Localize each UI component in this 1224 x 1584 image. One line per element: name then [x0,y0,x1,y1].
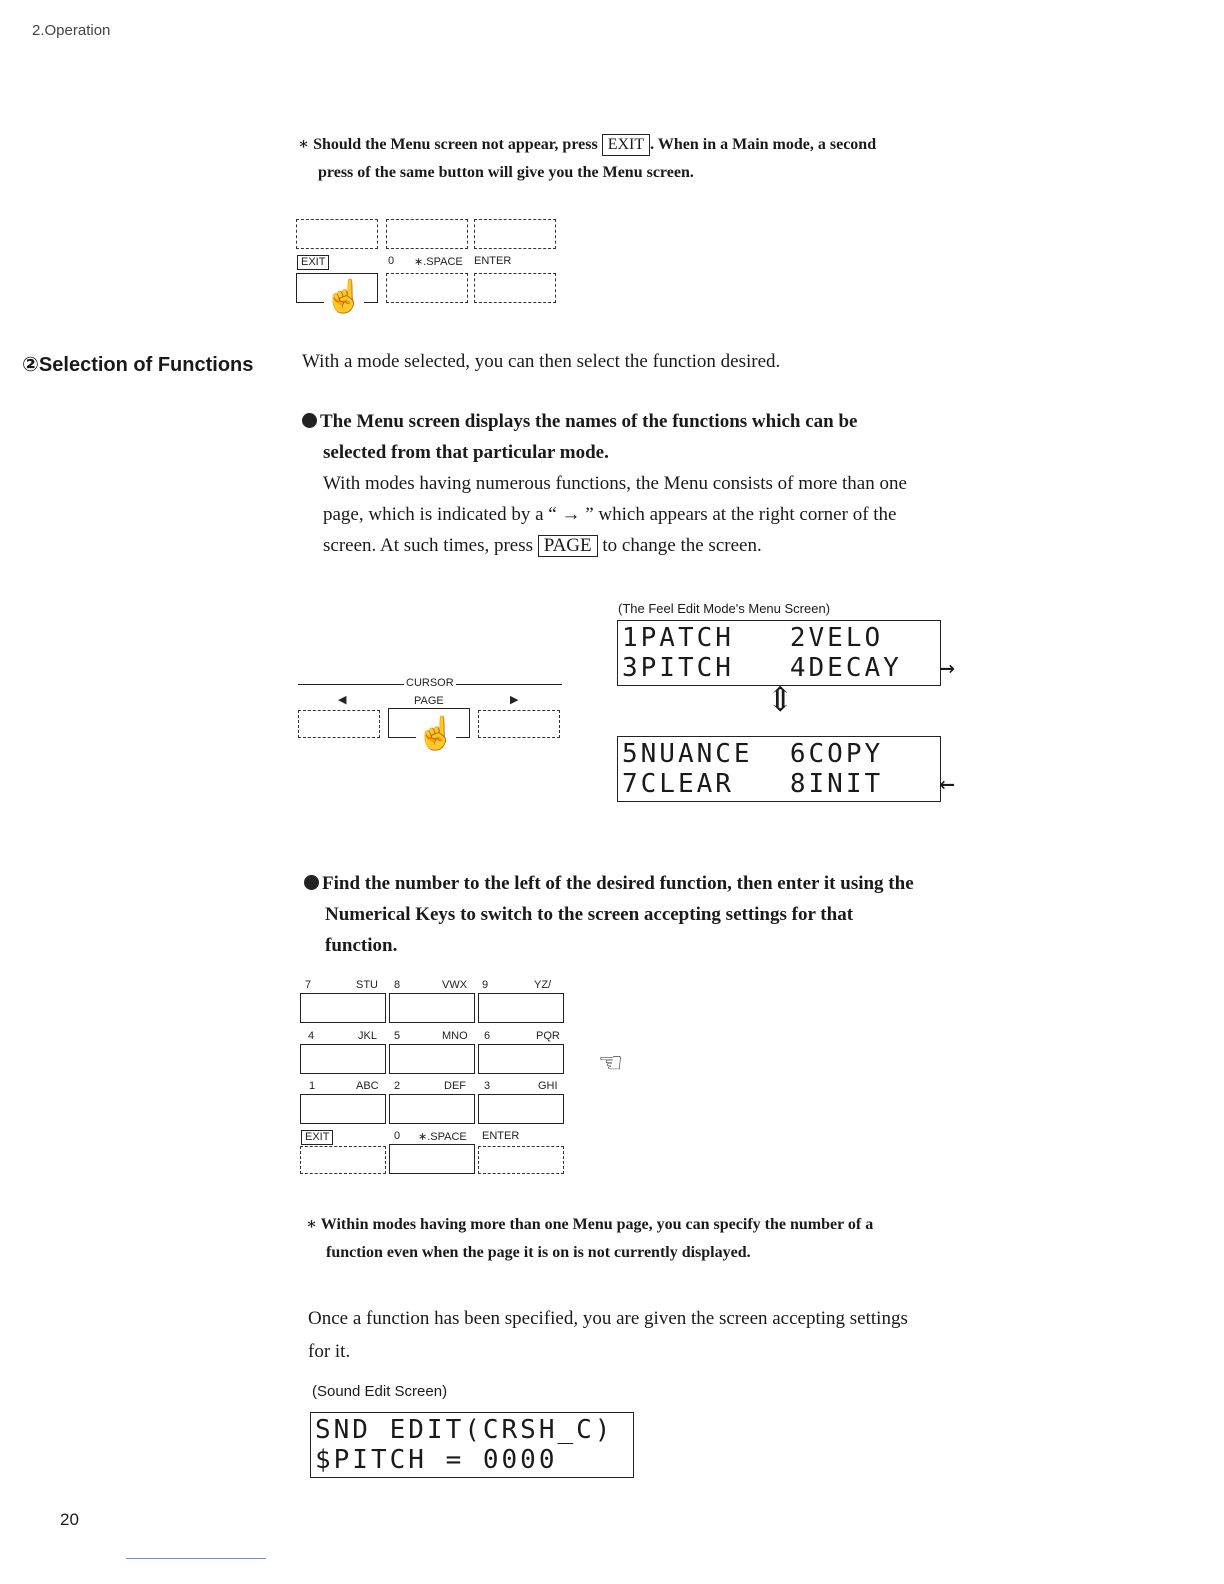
exit-label: EXIT [301,1130,333,1145]
key-7[interactable] [300,993,386,1023]
exit-key-outline [300,1146,386,1174]
sound-edit-caption: (Sound Edit Screen) [312,1383,448,1400]
key-8[interactable] [389,993,475,1023]
key-4[interactable] [300,1044,386,1074]
enter-key [474,273,556,303]
zero-label: 0 [388,255,395,267]
right-arrow-icon: ▶ [510,694,519,706]
function-specified-paragraph: Once a function has been specified, you are given the screen accepting settings for it. [308,1308,908,1362]
numeric-keys-paragraph: Find the number to the left of the desired function, then enter it using the Numerical Keys to switch to the screen accepting settings for that function. [304,868,1014,961]
key-2[interactable] [389,1094,475,1124]
key-outline [296,219,378,249]
space-label: ∗.SPACE [414,256,463,268]
enter-label: ENTER [474,255,512,267]
section-intro: With a mode selected, you can then select the function desired. [302,351,781,372]
cursor-left-key [298,710,380,738]
footer-rule [126,1558,266,1559]
key-5[interactable] [389,1044,475,1074]
enter-key-outline [478,1146,564,1174]
key-1[interactable] [300,1094,386,1124]
exit-key-diagram [296,215,566,320]
page-label: PAGE [414,695,444,707]
pointing-hand-icon: ☜ [598,1048,624,1079]
cursor-right-key [478,710,560,738]
zero-key [386,273,468,303]
section-title: ②Selection of Functions [22,354,254,376]
numeric-keypad: 7 STU 8 VWX 9 YZ/ 4 JKL 5 MNO 6 PQR 1 ABC 2 DEF 3 GHI EXIT 0 ∗.SPACE ENTER [300,978,570,1178]
bullet-icon [302,413,317,428]
cursor-label: CURSOR [406,677,454,689]
key-9[interactable] [478,993,564,1023]
key-3[interactable] [478,1094,564,1124]
key-6[interactable] [478,1044,564,1074]
running-title: 2.Operation [32,22,111,39]
exit-label: EXIT [297,255,329,270]
key-outline [474,219,556,249]
key-outline [386,219,468,249]
up-down-arrow-icon: ⇕ [766,682,795,719]
bullet-icon [304,875,319,890]
note-exit: ∗ Should the Menu screen not appear, press EXIT . When in a Main mode, a second press of the same button will give you the Menu screen. [298,136,877,181]
note-page-numbers: ∗ Within modes having more than one Menu page, you can specify the number of a function even when the page it is on is not currently displayed. [306,1216,874,1261]
left-arrow-icon: ◀ [338,694,347,706]
menu-screen-page2: 5NUANCE 6COPY 7CLEAR 8INIT ← [617,736,941,802]
exit-key-label: EXIT [602,134,650,156]
menu-screen-page1: 1PATCH 2VELO 3PITCH 4DECAY → [617,620,941,686]
menu-screen-caption: (The Feel Edit Mode's Menu Screen) [618,601,831,616]
cursor-page-diagram [298,676,568,776]
page-number: 20 [60,1510,79,1529]
key-0[interactable] [389,1144,475,1174]
menu-paragraph: The Menu screen displays the names of the functions which can be selected from that particular mode. With modes having numerous functions, the Menu consists of more than one page, which is indicated by a “ → ” which appears at the right corner of the screen. At such times, press PAGE to change the screen. [302,406,1012,561]
sound-edit-screen: SND EDIT(CRSH_C) $PITCH = 0000 [310,1412,634,1478]
page-key-label: PAGE [538,535,598,557]
pointing-hand-icon: ☝ [416,715,456,751]
pointing-hand-icon: ☝ [324,278,364,314]
